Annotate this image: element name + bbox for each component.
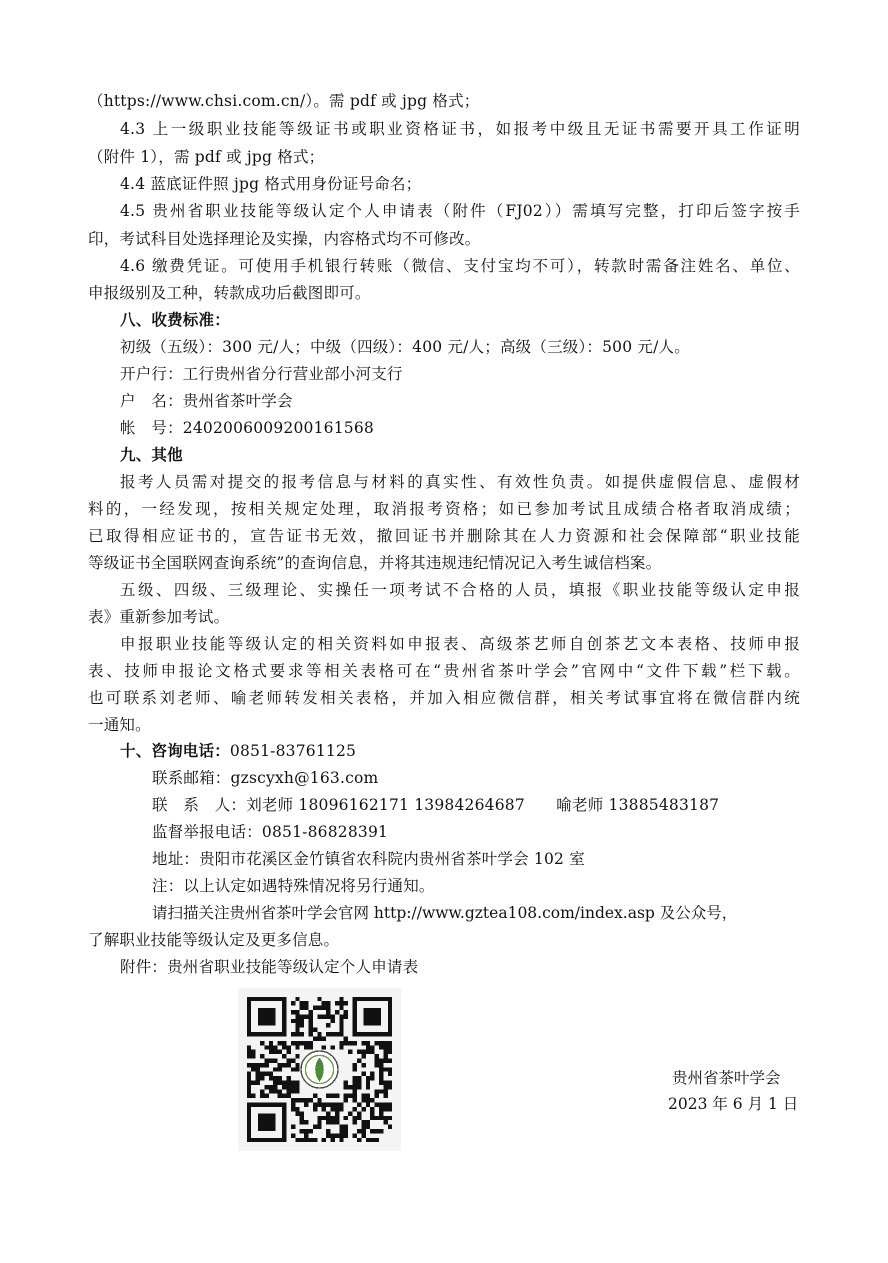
text-line: 已取得相应证书的，宣告证书无效，撤回证书并删除其在人力资源和社会保障部“职业技能 [88, 527, 800, 545]
contact-heading-row [120, 738, 356, 764]
text-line: 4.6 缴费凭证。可使用手机银行转账（微信、支付宝均不可），转款时需备注姓名、单位、 [120, 257, 800, 275]
text-line: 初级（五级）：300 元/人；中级（四级）：400 元/人；高级（三级）：500 元/人。 [120, 338, 690, 356]
contact-email: 联系邮箱：gzscyxh@163.com [152, 769, 379, 787]
section-heading: 九、其他 [120, 445, 183, 464]
text-line: 申报职业技能等级认定的相关资料如申报表、高级茶艺师自创茶艺文本表格、技师申报 [120, 635, 800, 653]
section-heading: 十、咨询电话： [120, 741, 230, 760]
text-line: 户 名：贵州省茶叶学会 [120, 392, 293, 410]
text-line: 表、技师申报论文格式要求等相关表格可在“贵州省茶叶学会”官网中“文件下载”栏下载。 [88, 662, 800, 680]
consult-phone: 0851-83761125 [229, 742, 357, 760]
text-line: 也可联系刘老师、喻老师转发相关表格，并加入相应微信群，相关考试事宜将在微信群内统 [88, 689, 800, 707]
website-line: 请扫描关注贵州省茶叶学会官网 http://www.gztea108.com/index.asp 及公众号， [152, 904, 738, 922]
qr-code-icon [238, 988, 401, 1151]
text-line: 4.3 上一级职业技能等级证书或职业资格证书，如报考中级且无证书需要开具工作证明 [120, 120, 800, 138]
signature-date: 2023 年 6 月 1 日 [668, 1095, 799, 1113]
text-line: 4.4 蓝底证件照 jpg 格式用身份证号命名； [120, 175, 422, 193]
text-line: 表》重新参加考试。 [88, 608, 230, 626]
text-line: 印，考试科目处选择理论及实操，内容格式均不可修改。 [88, 230, 481, 248]
text-line: 申报级别及工种，转款成功后截图即可。 [88, 284, 371, 302]
section-heading: 八、收费标准： [120, 310, 230, 329]
text-line: 一通知。 [88, 716, 151, 734]
address: 地址：贵阳市花溪区金竹镇省农科院内贵州省茶叶学会 102 室 [152, 850, 585, 868]
text-line: 报考人员需对提交的报考信息与材料的真实性、有效性负责。如提供虚假信息、虚假材 [120, 473, 800, 491]
text-line: 料的，一经发现，按相关规定处理，取消报考资格；如已参加考试且成绩合格者取消成绩； [88, 500, 800, 518]
report-phone: 监督举报电话：0851-86828391 [152, 823, 389, 841]
note: 注：以上认定如遇特殊情况将另行通知。 [152, 877, 435, 895]
text-line: 了解职业技能等级认定及更多信息。 [88, 931, 340, 949]
text-line: 开户行：工行贵州省分行营业部小河支行 [120, 365, 403, 383]
text-line: （https://www.chsi.com.cn/）。需 pdf 或 jpg 格式； [88, 92, 480, 110]
text-line: 五级、四级、三级理论、实操任一项考试不合格的人员，填报《职业技能等级认定申报 [120, 581, 800, 599]
text-line: 4.5 贵州省职业技能等级认定个人申请表（附件（FJ02））需填写完整，打印后签字按手 [120, 202, 800, 220]
text-line: 帐 号：2402006009200161568 [120, 419, 374, 437]
contact-persons: 联 系 人：刘老师 18096162171 13984264687 喻老师 13885483187 [152, 796, 720, 814]
text-line: 等级证书全国联网查询系统”的查询信息，并将其违规违纪情况记入考生诚信档案。 [88, 554, 662, 572]
attachment-line: 附件：贵州省职业技能等级认定个人申请表 [120, 958, 419, 976]
signature-org: 贵州省茶叶学会 [672, 1069, 781, 1087]
text-line: （附件 1），需 pdf 或 jpg 格式； [88, 148, 325, 166]
